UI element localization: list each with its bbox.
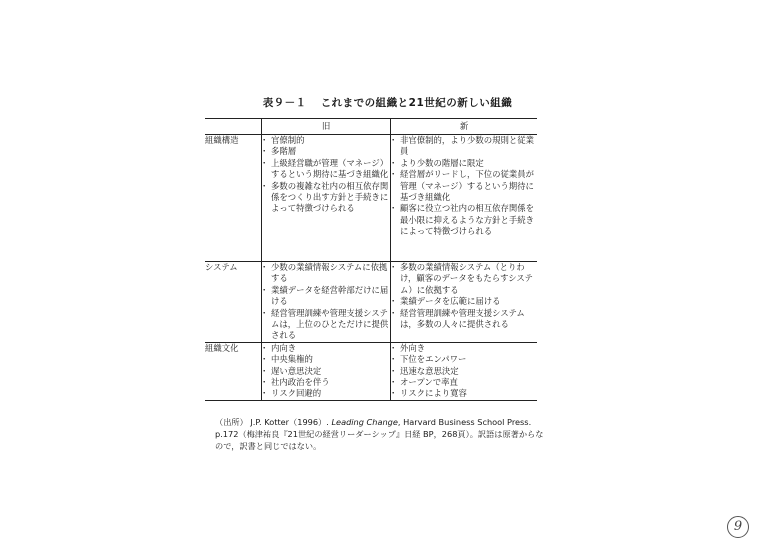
new-cell [391, 262, 538, 343]
list-item: ・ 経営管理訓練や管理支援システムは，上位のひとただけに提供される [262, 308, 390, 342]
page-number-mark: 9 [727, 516, 749, 538]
list-item: ・ 業績データを広範に届ける [391, 296, 537, 307]
source-text-a: J.P. Kotter（1996）. [250, 417, 332, 427]
source-note [215, 416, 545, 452]
list-item: ・ オープンで率直 [391, 377, 537, 388]
table-row [205, 342, 537, 400]
list-item: ・ 顧客に役立つ社内の相互依存関係を最小限に抑えるような方針と手続きによって特徴づけられる [391, 203, 537, 237]
list-item: ・ 経営管理訓練や管理支援システムは，多数の人々に提供される [391, 308, 537, 331]
old-cell [262, 342, 391, 400]
list-item: ・ 官僚制的 [262, 135, 390, 146]
list-item: ・ 内向き [262, 343, 390, 354]
old-cell [262, 262, 391, 343]
table-caption [0, 95, 775, 110]
table-number: 表９－１ [262, 97, 307, 109]
list-item: ・ 外向き [391, 343, 537, 354]
table-header-row [205, 119, 537, 135]
row-category-culture: 組織文化 [205, 342, 262, 400]
table-row [205, 135, 537, 262]
row-category-system: システム [205, 262, 262, 343]
old-cell [262, 135, 391, 262]
list-item: ・ 多数の複雑な社内の相互依存関係をつくり出す方針と手続きによって特徴づけられる [262, 181, 390, 215]
list-item: ・ 社内政治を伴う [262, 377, 390, 388]
source-label: （出所） [215, 417, 248, 427]
list-item: ・ 中央集権的 [262, 354, 390, 365]
list-item: ・ 多階層 [262, 146, 390, 157]
list-item: ・ 少数の業績情報システムに依拠する [262, 262, 390, 285]
new-cell [391, 342, 538, 400]
header-new: 新 [391, 119, 538, 135]
table-title: これまでの組織と21世紀の新しい組織 [320, 97, 513, 109]
list-item: ・ 迅速な意思決定 [391, 366, 537, 377]
source-text-b: , Harvard Business School Press. p.172（梅津祐良『21世紀の経営リーダーシップ』日経 BP，268頁）。訳語は原著からなので，訳書と同じではない。 [215, 417, 544, 451]
row-category-structure: 組織構造 [205, 135, 262, 262]
list-item: ・ 下位をエンパワー [391, 354, 537, 365]
list-item: ・ 多数の業績情報システム（とりわけ，顧客のデータをもたらすシステム）に依拠する [391, 262, 537, 296]
header-category [205, 119, 262, 135]
list-item: ・ 経営層がリードし，下位の従業員が管理（マネージ）するという期待に基づき組織化 [391, 169, 537, 203]
book-title: Leading Change [331, 417, 398, 427]
list-item: ・ より少数の階層に限定 [391, 158, 537, 169]
list-item: ・ 遅い意思決定 [262, 366, 390, 377]
list-item: ・ 上級経営職が管理（マネージ）するという期待に基づき組織化 [262, 158, 390, 181]
list-item: ・ リスク回避的 [262, 388, 390, 399]
list-item: ・ リスクにより寛容 [391, 388, 537, 399]
list-item: ・ 業績データを経営幹部だけに届ける [262, 285, 390, 308]
table-row [205, 262, 537, 343]
comparison-table [205, 118, 537, 401]
header-old: 旧 [262, 119, 391, 135]
list-item: ・ 非官僚制的，より少数の規則と従業員 [391, 135, 537, 158]
new-cell [391, 135, 538, 262]
